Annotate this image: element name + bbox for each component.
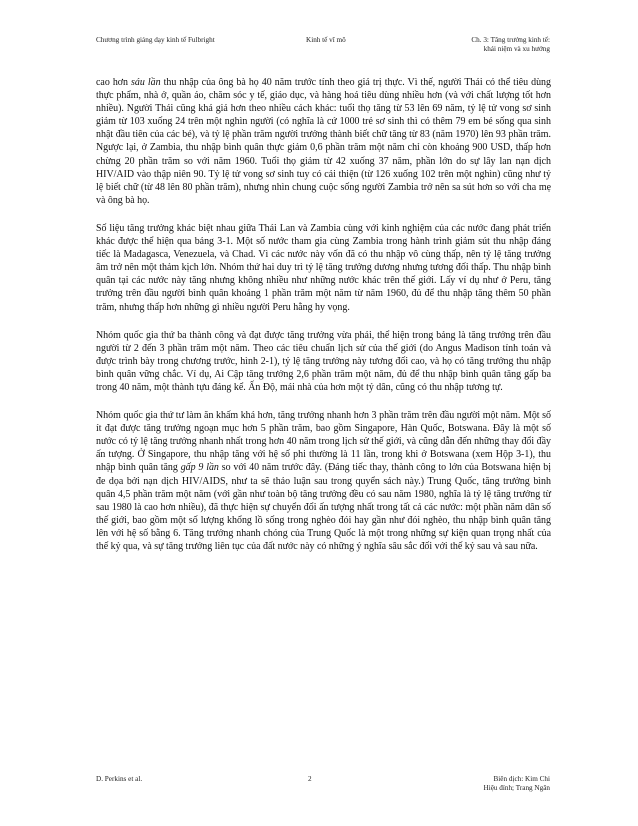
page-footer bbox=[96, 775, 550, 799]
text-run: Nhóm quốc gia thứ tư làm ăn khấm khá hơn, tăng trưởng nhanh hơn 3 phần trăm trên đầu người một năm. Một số ít đạt được tăng trưởng ngoạn mục hơn 5 phần trăm, bao gồm Singapore, Hàn Quốc, Botswana. Đây là một số nước có tỷ lệ tăng trưởng nhanh nhất trong hơn 40 năm trong lịch sử thế giới, và cũng dẫn đến những thay đổi đầy ấn tượng. Ở Singapore, thu nhập tăng với hệ số phi thường là 11 lần, trong khi ở Botswana (xem Hộp 3-1), thu nhập bình quân tăng bbox=[96, 410, 551, 474]
header-course-name: Kinh tế vĩ mô bbox=[306, 36, 346, 44]
text-run: thu nhập của ông bà họ 40 năm trước tính theo giá trị thực. Vì thế, người Thái có thể tiêu dùng thực phẩm, nhà ở, quần áo, chăm sóc y tế, giáo dục, và hàng hoá tiêu dùng nhiều hơn (và với chất lượng tốt hơn nhiều). Người Thái cũng khá giả hơn theo nhiều cách khác: tuổi thọ tăng từ 53 lên 69 năm, tỷ lệ tử vong sơ sinh giảm từ 103 xuống 24 trên một nghìn người (có nghĩa là cứ 1000 trẻ sơ sinh thì có thêm 79 em bé sống qua sinh nhật đầu tiên của các bé), và tỷ lệ phần trăm người trưởng thành biết chữ tăng từ 83 (năm 1970) lên 93 phần trăm. Ngược lại, ở Zambia, thu nhập bình quân thực giảm 0,6 phần trăm một năm chỉ còn khoảng 900 USD, thấp hơn chừng 20 phần trăm so với năm 1960. Tuổi thọ giảm từ 42 xuống 37 năm, phần lớn do sự lây lan nạn dịch HIV/AID vào thập niên 90. Tỷ lệ tử vong sơ sinh tuy có cải thiện (từ 126 xuống 102 trên một nghìn) cũng như tỷ lệ biết chữ (từ 48 lên 80 phần trăm), nhưng nhìn chung cuộc sống người Zambia trở nên sa sút hơn so với cha mẹ và ông bà họ. bbox=[96, 77, 551, 206]
paragraph bbox=[96, 222, 551, 314]
header-program-name: Chương trình giảng dạy kinh tế Fulbright bbox=[96, 36, 215, 44]
text-run: Nhóm quốc gia thứ ba thành công và đạt được tăng trưởng vừa phải, thể hiện trong bảng là tăng trưởng trên đầu người từ 2 đến 3 phần trăm một năm. Theo các tiêu chuẩn lịch sử của thế giới (do Angus Madison tính toán và được trình bày trong chương trước, hình 2-1), tỷ lệ tăng trưởng này tương đối cao, và họ có tăng trưởng thu nhập bình quân vững chắc. Ví dụ, Ai Cập tăng trưởng 2,6 phần trăm một năm, đủ để thu nhập bình quân tăng gấp ba trong 40 năm, một thành tựu đáng kể. Ấn Độ, mái nhà của hơn một tỷ dân, cũng có thu nhập tương tự. bbox=[96, 329, 551, 393]
text-run: cao hơn bbox=[96, 77, 132, 88]
footer-authors: D. Perkins et al. bbox=[96, 775, 143, 783]
footer-translator: Biên dịch: Kim Chi bbox=[493, 775, 550, 783]
text-run: so với 40 năm trước đây. (Đáng tiếc thay, thành công to lớn của Botswana hiện bị đe dọa bởi nạn dịch HIV/AIDS, như ta sẽ thảo luận sau trong quyển sách này.) Trung Quốc, tăng trưởng bình quân 4,5 phần trăm một năm (với gần như toàn bộ tăng trưởng đều có sau năm 1980, nghĩa là tỷ lệ tăng trưởng từ sau 1980 là cao hơn nhiều), đã thực hiện sự chuyển đổi ấn tượng nhất trong tất cả các nước: một phần năm dân số thế giới, bao gồm một số lượng khổng lồ sống trong nghèo đói hay gần như đói nghèo, thu nhập bình quân tăng lên với hệ số bằng 6. Tăng trưởng nhanh chóng của Trung Quốc là một trong những sự kiện quan trọng nhất của thế kỷ qua, và sự tăng trưởng liên tục của đất nước này có những ý nghĩa sâu sắc đối với thế kỷ sau và sau nữa. bbox=[96, 462, 552, 552]
paragraph bbox=[96, 409, 551, 553]
header-chapter-line-2: khái niệm và xu hướng bbox=[483, 45, 550, 53]
paragraph bbox=[96, 329, 551, 394]
paragraph bbox=[96, 76, 551, 207]
footer-editor: Hiệu đính; Trang Ngân bbox=[483, 784, 550, 792]
text-run: Số liệu tăng trưởng khác biệt nhau giữa Thái Lan và Zambia cùng với kinh nghiệm của các nước đang phát triển khác được thể hiện qua bảng 3-1. Một số nước tham gia cùng Zambia trong hành trình giảm sút thu nhập đáng tiếc là Madagasca, Venezuela, và Chad. Vì các nước này vốn đã có thu nhập vô cùng thấp, nên tỷ lệ tăng trưởng âm trở nên một thảm kịch lớn. Nhóm thứ hai duy trì tỷ lệ tăng trưởng dương nhưng tương đối thấp. Thu nhập bình quân tại các nước này tăng nhưng không nhiều như những nước khác trên thế giới. Lấy ví dụ như ở Peru, tăng trưởng trên đầu người bình quân khoảng 1 phần trăm một năm từ năm 1960, đủ để thu nhập tăng thêm 50 phần trăm, nhưng thấp hơn những gì nhiều người Peru hằng hy vọng. bbox=[96, 222, 551, 313]
header-chapter-line-1: Ch. 3: Tăng trưởng kinh tế: bbox=[471, 36, 550, 44]
emphasized-text: sáu lần bbox=[131, 77, 161, 88]
page-header bbox=[96, 36, 550, 60]
page-number: 2 bbox=[308, 775, 312, 783]
emphasized-text: gấp 9 lần bbox=[180, 462, 219, 474]
header-chapter-title bbox=[471, 36, 550, 54]
body-text bbox=[96, 76, 551, 568]
footer-credits bbox=[484, 775, 550, 793]
